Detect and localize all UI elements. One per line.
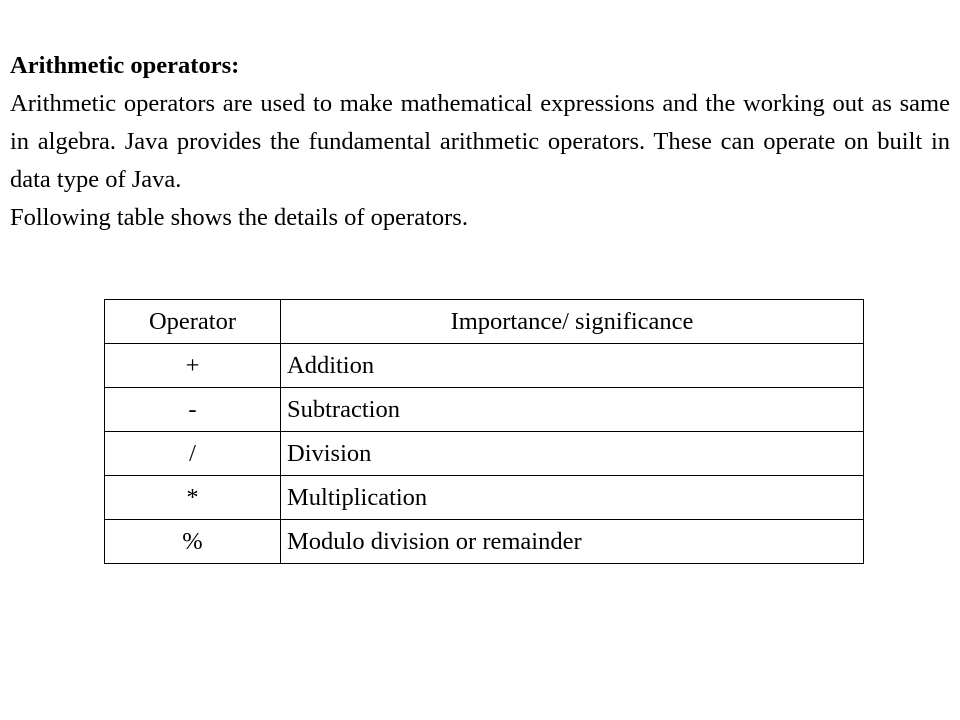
table-row	[105, 388, 864, 432]
header-operator: Operator	[105, 300, 281, 344]
significance-cell: Division	[281, 432, 864, 476]
significance-cell: Modulo division or remainder	[281, 520, 864, 564]
table-row	[105, 476, 864, 520]
operator-cell: -	[105, 388, 281, 432]
table-header-row	[105, 300, 864, 344]
table-row	[105, 520, 864, 564]
operator-cell: *	[105, 476, 281, 520]
operator-cell: /	[105, 432, 281, 476]
operators-table	[104, 299, 864, 564]
document-body	[10, 47, 950, 237]
section-paragraph: Arithmetic operators are used to make mathematical expressions and the working out as same in algebra. Java provides the fundamental arithmetic operators. These can operate on built in data type of Java.	[10, 90, 950, 193]
operator-cell: +	[105, 344, 281, 388]
operator-cell: %	[105, 520, 281, 564]
table-row	[105, 432, 864, 476]
table-row	[105, 344, 864, 388]
significance-cell: Addition	[281, 344, 864, 388]
significance-cell: Subtraction	[281, 388, 864, 432]
table-intro: Following table shows the details of operators.	[10, 204, 468, 231]
header-significance: Importance/ significance	[281, 300, 864, 344]
significance-cell: Multiplication	[281, 476, 864, 520]
section-heading: Arithmetic operators:	[10, 52, 240, 79]
